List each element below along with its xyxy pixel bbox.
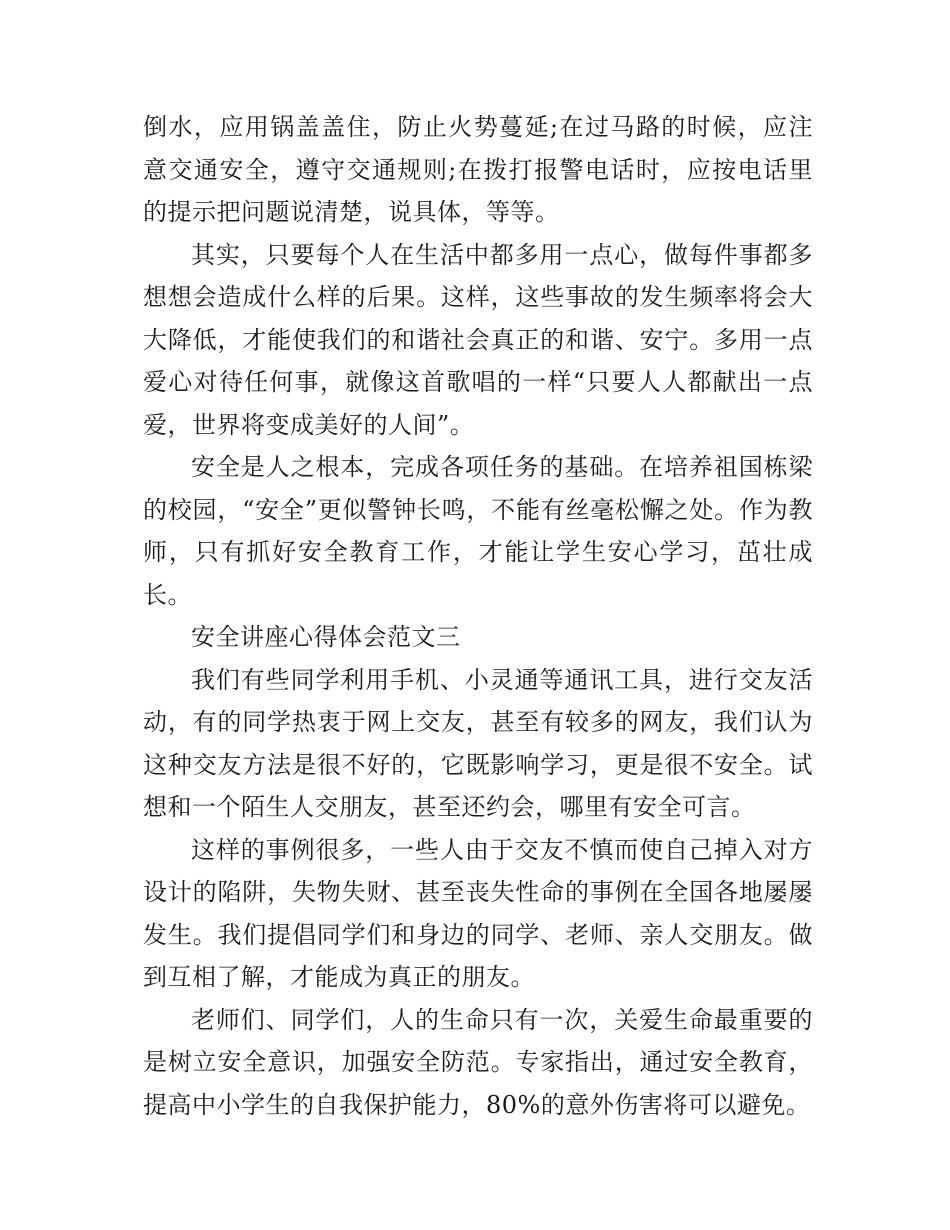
paragraph-continued: 倒水，应用锅盖盖住，防止火势蔓延;在过马路的时候，应注意交通安全，遵守交通规则;在拨打报警电话时，应按电话里的提示把问题说清楚，说具体，等等。 [143,113,813,226]
document-body [143,106,813,1126]
paragraph: 我们有些同学利用手机、小灵通等通讯工具，进行交友活动，有的同学热衷于网上交友，甚至有较多的网友，我们认为这种交友方法是很不好的，它既影响学习，更是很不安全。试想和一个陌生人交朋友，甚至还约会，哪里有安全可言。 [143,665,813,821]
paragraph: 老师们、同学们，人的生命只有一次，关爱生命最重要的是树立安全意识，加强安全防范。专家指出，通过安全教育，提高中小学生的自我保护能力，80%的意外伤害将可以避免。 [143,1005,813,1119]
paragraph: 安全是人之根本，完成各项任务的基础。在培养祖国栋梁的校园，“安全”更似警钟长鸣，不能有丝毫松懈之处。作为教师，只有抓好安全教育工作，才能让学生安心学习，茁壮成长。 [143,453,813,609]
section-heading: 安全讲座心得体会范文三 [191,623,461,651]
paragraph: 这样的事例很多，一些人由于交友不慎而使自己掉入对方设计的陷阱，失物失财、甚至丧失性命的事例在全国各地屡屡发生。我们提倡同学们和身边的同学、老师、亲人交朋友。做到互相了解，才能成为真正的朋友。 [143,835,813,991]
paragraph: 其实，只要每个人在生活中都多用一点心，做每件事都多想想会造成什么样的后果。这样，这些事故的发生频率将会大大降低，才能使我们的和谐社会真正的和谐、安宁。多用一点爱心对待任何事，就像这首歌唱的一样“只要人人都献出一点爱，世界将变成美好的人间”。 [143,240,813,439]
